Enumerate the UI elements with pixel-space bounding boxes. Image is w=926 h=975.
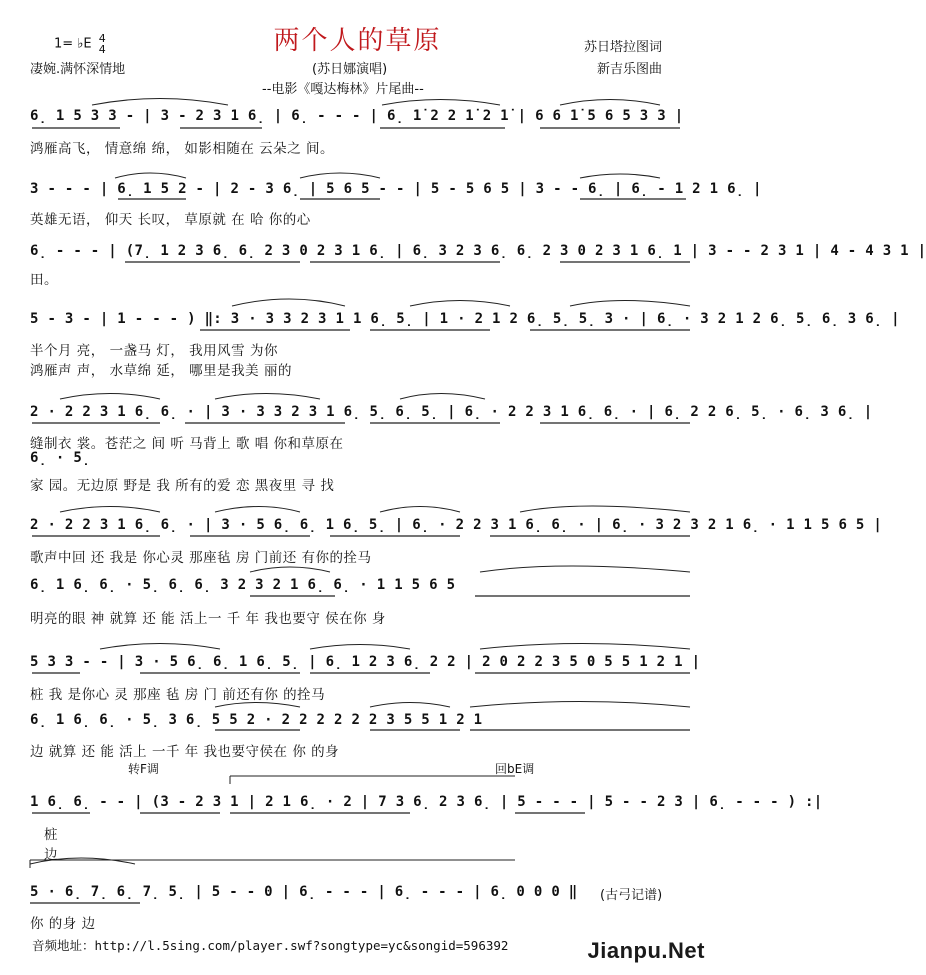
audio-link-url[interactable]: http://l.5sing.com/player.swf?songtype=yc&songid=596392 [94,938,509,953]
lyric-row-7a: 桩 我 是你心 灵 那座 毡 房 门 前还有你 的拴马 [30,687,326,703]
modulation-mark-f: 转F调 [128,762,159,776]
modulation-mark-eb: 回bE调 [495,762,535,776]
variant-notation-6: 6̣ 1 6̣ 6̣ · 5̣ 6̣ 6̣ 3 2 3 2 1 6̣ 6̣ · 1 1 5 6 5 [30,577,456,593]
lyric-row-4a: 半个月 亮， 一盏马 灯， 我用风雪 为你 [30,343,278,359]
notation-row-3: 6̣ - - - | (7̣ 1 2 3 6̣ 6̣ 2 3 0 2 3 1 6̣ | 6̣ 3 2 3 6̣ 6̣ 2 3 0 2 3 1 6̣ 1 | 3 - - 2 3 1 | 4 - 4 3 1 | [30,243,926,259]
notation-row-8: 1 6̣ 6̣ - - | (3 - 2 3 1 | 2 1 6̣ · 2 | 7 3 6̣ 2 3 6̣ | 5 - - - | 5 - - 2 3 | 6̣ - - - ) :| [30,794,823,810]
notation-row-9: 5 · 6̣ 7̣ 6̣ 7̣ 5̣ | 5 - - 0 | 6̣ - - - | 6̣ - - - | 6̣ 0 0 0 ‖ [30,884,578,900]
song-title: 两个人的草原 [273,26,442,56]
audio-link-line [32,936,508,954]
expression-mark: 凄婉.满怀深情地 [30,62,126,77]
lyric-row-8a: 桩 [44,827,58,843]
lyric-row-9: 你 的身 边 [30,916,96,932]
notation-row-2: 3 - - - | 6̣ 1 5 2 - | 2 - 3 6̣ | 5 6 5 - - | 5 - 5 6 5 | 3 - - 6̣ | 6̣ - 1 2 1 6̣ | [30,181,762,197]
transcriber-credit: (古弓记谱) [600,888,663,903]
variant-notation-7: 6̣ 1 6̣ 6̣ · 5̣ 3 6̣ 5 5 2 · 2 2 2 2 2 2 3 5 5 1 2 1 [30,712,483,728]
lyric-row-2: 英雄无语， 仰天 长叹， 草原就 在 哈 你的心 [30,212,311,228]
audio-link-label: 音频地址： [32,938,95,953]
notation-row-7: 5 3 3 - - | 3 · 5 6̣ 6̣ 1 6̣ 5̣ | 6̣ 1 2 3 6̣ 2 2 | 2 0 2 2 3 5 0 5 5 1 2 1 | [30,654,701,670]
site-watermark: Jianpu.Net [587,938,705,963]
lyric-row-5b: 家 园。无边原 野是 我 所有的爱 恋 黑夜里 寻 找 [30,478,335,494]
lyric-row-5a: 缝制衣 裳。苍茫之 间 听 马背上 歌 唱 你和草原在 [30,436,344,452]
lyricist-credit: 苏日塔拉图词 [584,40,663,55]
film-note: --电影《嘎达梅林》片尾曲-- [262,82,424,97]
lyric-row-8b: 边 [44,847,58,863]
composer-credit: 新吉乐图曲 [597,62,663,77]
key-label: 1= ♭E [54,36,92,52]
lyric-row-7b: 边 就算 还 能 活上 一千 年 我也要守侯在 你 的身 [30,744,340,760]
notation-row-5: 2 · 2 2 3 1 6̣ 6̣ · | 3 · 3 3 2 3 1 6̣ 5̣ 6̣ 5̣ | 6̣ · 2 2 3 1 6̣ 6̣ · | 6̣ 2 2 6̣ 5̣ · 6̣ 3 6̣ | [30,404,873,420]
lyric-row-3: 田。 [30,272,58,288]
variant-notation-5: 6̣ · 5̣ [30,450,91,466]
notation-row-1: 6̣ 1 5 3 3 - | 3 - 2 3 1 6̣ | 6̣ - - - | 6̣ 1̇ 2 2 1̇ 2 1̇ | 6 6 1̇ 5 6 5 3 3 | [30,108,684,124]
singer-credit: (苏日娜演唱) [312,62,388,77]
time-signature: 4 4 [98,32,106,56]
lyric-row-1: 鸿雁高飞， 情意绵 绵， 如影相随在 云朵之 间。 [30,141,334,157]
lyric-row-4b: 鸿雁声 声， 水草绵 延， 哪里是我美 丽的 [30,363,292,379]
notation-row-4: 5 - 3 - | 1 - - - ) ‖: 3 · 3 3 2 3 1 1 6̣ 5̣ | 1 · 2 1 2 6̣ 5̣ 5̣ 3 · | 6̣ · 3 2 1 2 6̣ 5̣ 6̣ 3 6̣ | [30,311,900,327]
lyric-row-6a: 歌声中回 还 我是 你心灵 那座毡 房 门前还 有你的拴马 [30,550,372,566]
lyric-row-6b: 明亮的眼 神 就算 还 能 活上一 千 年 我也要守 侯在你 身 [30,611,386,627]
notation-row-6: 2 · 2 2 3 1 6̣ 6̣ · | 3 · 5 6̣ 6̣ 1 6̣ 5̣ | 6̣ · 2 2 3 1 6̣ 6̣ · | 6̣ · 3 2 3 2 1 6̣ · 1 1 5 6 5 | [30,517,883,533]
